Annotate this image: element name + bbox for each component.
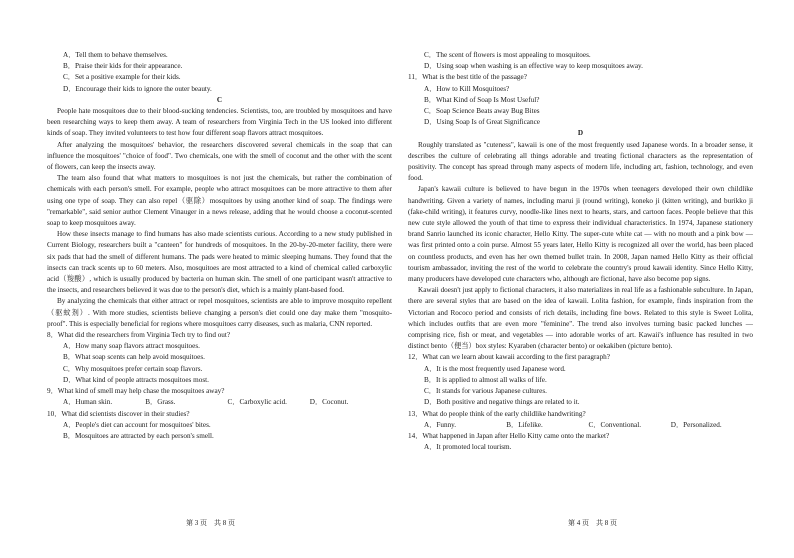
question-12-option-d: D．Both positive and negative things are related to it. bbox=[424, 398, 580, 407]
question-14-stem: 14．What happened in Japan after Hello Kitty came onto the market? bbox=[408, 431, 610, 440]
question-11-stem: 11．What is the best title of the passage? bbox=[408, 73, 527, 82]
question-12-stem: 12．What can we learn about kawaii according to the first paragraph? bbox=[408, 353, 610, 362]
question-8-option-d: D．What kind of people attracts mosquitoes most. bbox=[63, 375, 209, 384]
option: C．The scent of flowers is most appealing to mosquitoes. bbox=[424, 51, 591, 59]
question-9-option-a: A．Human skin. bbox=[63, 398, 113, 407]
option: D．Encourage their kids to ignore the outer beauty. bbox=[63, 84, 212, 93]
question-10-option-b: B．Mosquitoes are attracted by each person's smell. bbox=[63, 431, 214, 440]
question-12-option-b: B．It is applied to almost all walks of life. bbox=[424, 375, 547, 384]
passage-d-paragraph-2: Japan's kawaii culture is believed to have begun in the 1970s when teenagers developed their own childlike handwriting. Given a variety of names, including marui ji (round writing), koneko ji (kitten writing), and burikko ji (fake-child writing), it features curvy, noodle-like lines next to hearts, stars, and cartoon faces. People believe that this new cute style allowed the youth of that time to express their individual characteristics. In 1974, Japanese stationery brand Sanrio launched its iconic character, Hello Kitty. The super-cute white cat — with no mouth and a pink bow — was first printed onto a coin purse. Almost 55 years later, Hello Kitty is recognized all over the world, has been placed on countless products, and even has her own themed bullet train. In 2008, Japan named Hello Kitty as their official tourism ambassador, inviting the rest of the world to celebrate the country's proud kawaii identity. Since Hello Kitty, many producers have developed cute characters who, although are fictional, have also become pop signs. bbox=[408, 185, 753, 284]
question-10-stem: 10．What did scientists discover in their studies? bbox=[47, 409, 190, 418]
question-13-option-a: A．Funny. bbox=[424, 420, 457, 429]
question-9-option-b: B．Grass. bbox=[145, 398, 176, 407]
option: A．Tell them to behave themselves. bbox=[63, 51, 168, 59]
question-13-stem: 13．What do people think of the early childlike handwriting? bbox=[408, 409, 586, 418]
question-9-option-d: D．Coconut. bbox=[309, 398, 349, 407]
question-13-option-b: B．Lifelike. bbox=[506, 420, 543, 429]
question-13-option-d: D．Personalized. bbox=[670, 420, 722, 429]
question-11-option-d: D．Using Soap Is of Great Significance bbox=[424, 118, 540, 127]
passage-d-paragraph-3: Kawaii doesn't just apply to fictional characters, it also materializes in real life as a fashionable subculture. In Japan, there are several styles that are based on the idea of kawaii. Lolita fashion, for example, finds inspiration from the Victorian and Rococo period and consists of rich details, including fine bows. Related to this style is Sweet Lolita, which includes outfits that are even more "feminine". The trend also involves turning basic packed lunches — comprising rice, fish or meat, and vegetables — into adorable works of art. Kawaii's influence has resulted in two distinct bento（便当）box styles: Kyaraben (character bento) or oekakiben (picture bento). bbox=[408, 286, 753, 351]
question-12-option-c: C．It stands for various Japanese cultures. bbox=[424, 387, 547, 396]
question-11-option-c: C．Soap Science Beats away Bug Bites bbox=[424, 107, 540, 116]
passage-c-paragraph-2: After analyzing the mosquitoes' behavior, the researchers discovered several chemicals in the soap that can influence the mosquitoes' "choice of food". Two chemicals, one with the smell of coconut and the other with the scent of flowers, can keep the insects away. bbox=[47, 140, 392, 172]
page-number-right: 第 4 页 共 8 页 bbox=[568, 519, 617, 527]
passage-c-paragraph-5: By analyzing the chemicals that either attract or repel mosquitoes, scientists are able to improve mosquito repellent（驱蚊剂）. With more studies, scientists believe changing a person's diet could one day make them "mosquito-proof". This is especially beneficial for regions where mosquitoes carry diseases, such as malaria, CNN reported. bbox=[47, 297, 392, 328]
option: D．Using soap when washing is an effective way to keep mosquitoes away. bbox=[424, 62, 643, 71]
option: B．Praise their kids for their appearance. bbox=[63, 62, 183, 71]
passage-c-paragraph-3: The team also found that what matters to mosquitoes is not just the chemicals, but rather the combination of chemicals with each person's smell. For example, people who attract mosquitoes can be more attractive to them after using one type of soap. They can also repel（驱除）mosquitoes by using another kind of soap. The findings were "remarkable", said senior author Clement Vinauger in a news release, adding that he would choose a coconut-scented soap to keep mosquitoes away. bbox=[47, 174, 392, 228]
question-8-option-b: B．What soap scents can help avoid mosquitoes. bbox=[63, 353, 205, 362]
option: C．Set a positive example for their kids. bbox=[63, 73, 181, 82]
section-heading-c: C bbox=[216, 95, 223, 104]
question-11-option-b: B．What Kind of Soap Is Most Useful? bbox=[424, 95, 540, 104]
question-11-option-a: A．How to Kill Mosquitoes? bbox=[424, 84, 510, 93]
question-8-stem: 8．What did the researchers from Virginia Tech try to find out? bbox=[47, 331, 231, 340]
question-13-option-c: C．Conventional. bbox=[588, 420, 642, 429]
passage-c-paragraph-4: How these insects manage to find humans has also made scientists curious. According to a new study published in Current Biology, researchers built a "canteen" for hundreds of mosquitoes. In the 20-by-20-meter facility, there were six pads that had the smell of different humans. The pads were heated to mimic sleeping humans. They found that the insects can track scents up to 60 meters. Also, mosquitoes are most attracted to a kind of chemical called carboxylic acid（羧酸）, which is usually produced by bacteria on human skin. The smell of one participant wasn't attractive to the insects, and researchers believed it was due to the person's diet, which is a mainly plant-based food. bbox=[47, 230, 392, 295]
passage-d-paragraph-1: Roughly translated as "cuteness", kawaii is one of the most frequently used Japanese words. In a broader sense, it describes the culture of celebrating all things adorable and treating fictional characters as the representation of positivity. The concept has spread through many aspects of modern life, including art, fashion, technology, and even food. bbox=[408, 140, 753, 183]
passage-c-paragraph-1: People hate mosquitoes due to their blood-sucking tendencies. Scientists, too, are troubled by mosquitoes and have been researching ways to keep them away. A team of researchers from Virginia Tech in the US looked into different kinds of soap. They invited volunteers to test how four different soap flavors attract mosquitoes. bbox=[47, 107, 392, 138]
section-heading-d: D bbox=[577, 129, 584, 138]
question-13-options bbox=[408, 420, 753, 431]
question-9-option-c: C．Carboxylic acid. bbox=[227, 398, 287, 407]
question-9-options bbox=[47, 397, 392, 408]
page-number-left: 第 3 页 共 8 页 bbox=[186, 519, 235, 527]
question-8-option-a: A．How many soap flavors attract mosquitoes. bbox=[63, 342, 200, 351]
left-column bbox=[47, 50, 392, 442]
question-9-stem: 9．What kind of smell may help chase the mosquitoes away? bbox=[47, 387, 225, 396]
question-14-option-a: A．It promoted local tourism. bbox=[424, 443, 512, 452]
question-8-option-c: C．Why mosquitoes prefer certain soap flavors. bbox=[63, 364, 203, 373]
right-column bbox=[408, 50, 753, 453]
question-10-option-a: A．People's diet can account for mosquitoes' bites. bbox=[63, 420, 211, 429]
question-12-option-a: A．It is the most frequently used Japanese word. bbox=[424, 364, 566, 373]
